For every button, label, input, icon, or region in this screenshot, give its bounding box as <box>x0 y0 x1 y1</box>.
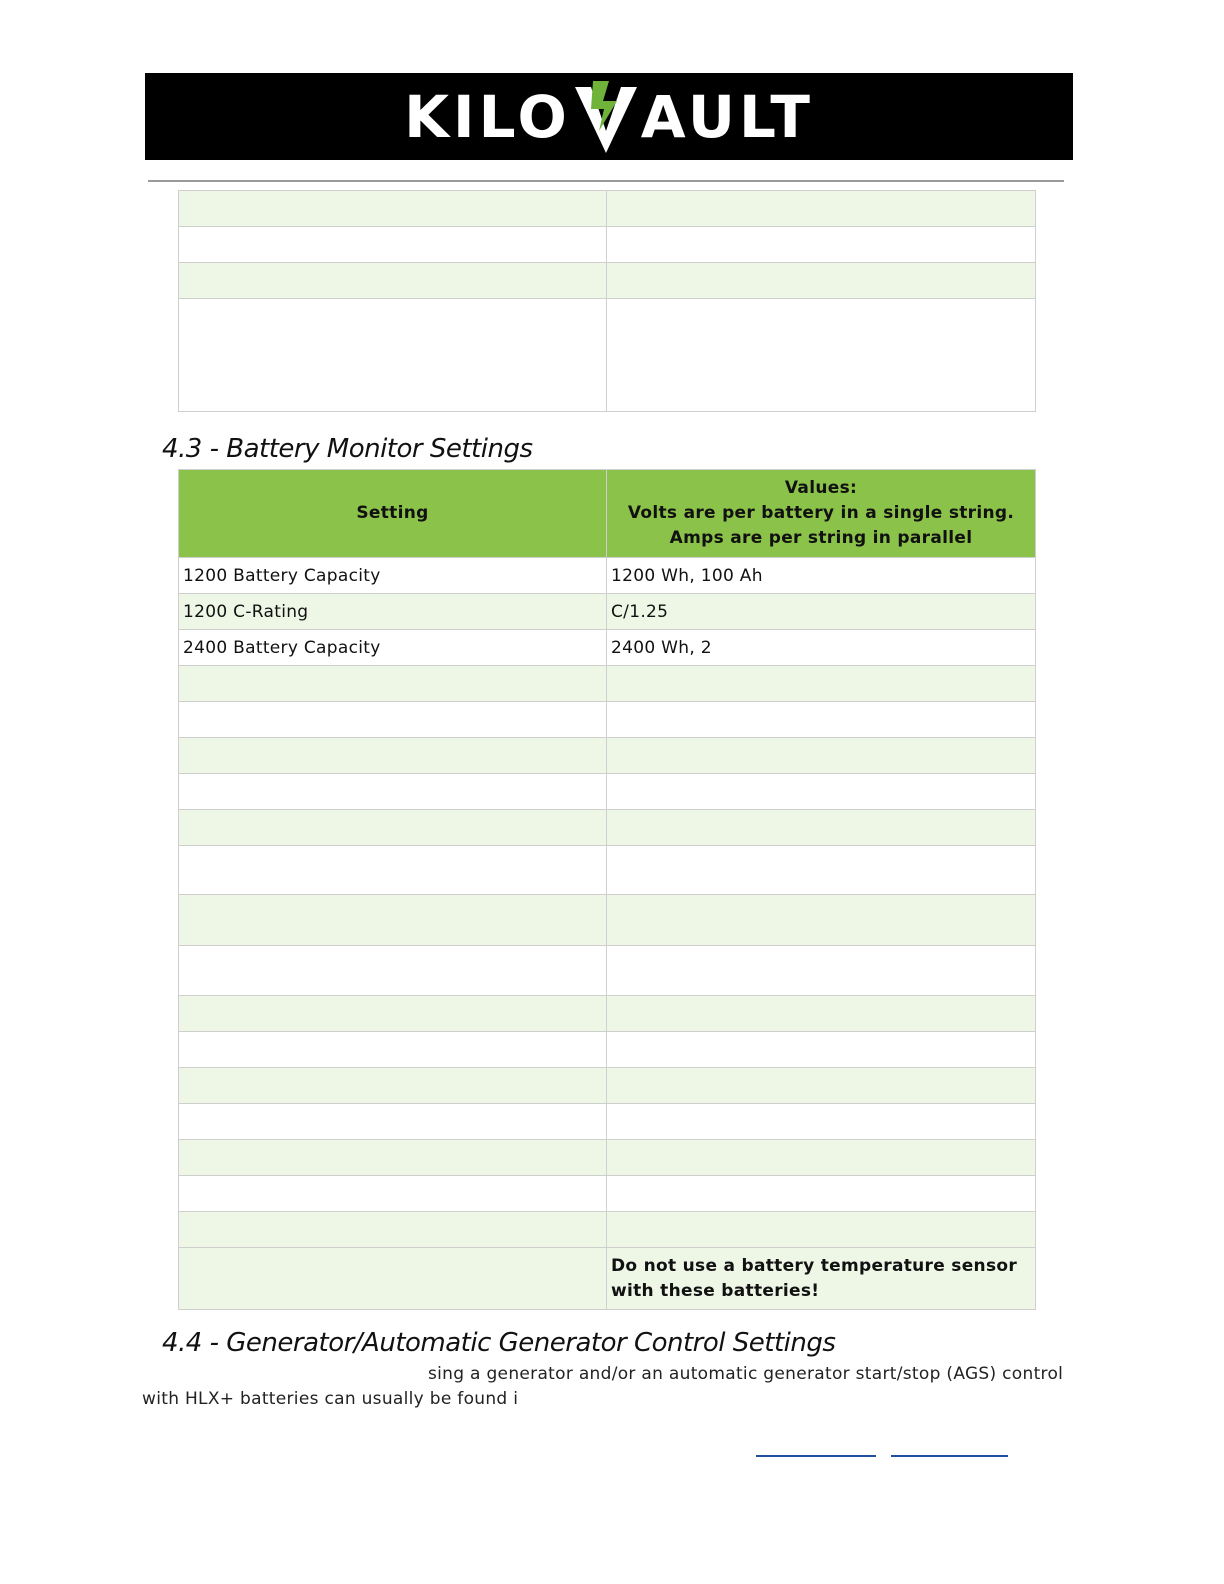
table-row <box>179 1140 1036 1176</box>
table-row <box>179 594 1036 630</box>
header-setting: Setting <box>179 470 607 558</box>
section-title-4-4: 4.4 - Generator/Automatic Generator Control Settings <box>162 1328 836 1358</box>
value-cell <box>607 1212 1036 1248</box>
table-row <box>179 630 1036 666</box>
table-row <box>179 558 1036 594</box>
value-cell: C/1.25 <box>607 594 1036 630</box>
warning-line: Do not use a battery temperature sensor <box>611 1255 1018 1276</box>
value-cell <box>607 1104 1036 1140</box>
table-row <box>179 1104 1036 1140</box>
temperature-sensor-warning <box>607 1248 1036 1310</box>
table-row <box>179 1176 1036 1212</box>
hyperlink-underline[interactable] <box>756 1455 876 1457</box>
kilovault-logo <box>404 79 814 155</box>
value-cell <box>607 666 1036 702</box>
table-row <box>179 227 1036 263</box>
table-cell <box>179 299 607 412</box>
setting-cell: 2400 Battery Capacity <box>179 630 607 666</box>
setting-cell <box>179 1212 607 1248</box>
table-row <box>179 895 1036 946</box>
value-cell <box>607 996 1036 1032</box>
table-cell <box>179 227 607 263</box>
setting-cell <box>179 895 607 946</box>
header-values <box>607 470 1036 558</box>
table-row <box>179 191 1036 227</box>
hyperlink-underline[interactable] <box>891 1455 1008 1457</box>
table-cell <box>179 263 607 299</box>
setting-cell <box>179 738 607 774</box>
section-title-4-3: 4.3 - Battery Monitor Settings <box>162 434 533 464</box>
top-table <box>178 190 1036 412</box>
setting-cell <box>179 774 607 810</box>
value-cell <box>607 1176 1036 1212</box>
setting-cell <box>179 1140 607 1176</box>
setting-cell <box>179 946 607 996</box>
paragraph-line: with HLX+ batteries can usually be found i <box>142 1389 519 1409</box>
header-values-line: Volts are per battery in a single string. <box>627 503 1015 523</box>
value-cell <box>607 702 1036 738</box>
value-cell <box>607 738 1036 774</box>
setting-cell <box>179 846 607 895</box>
table-header-row <box>179 470 1036 558</box>
setting-cell <box>179 1032 607 1068</box>
table-row <box>179 702 1036 738</box>
header-banner <box>145 73 1073 160</box>
setting-cell <box>179 996 607 1032</box>
table-row <box>179 1068 1036 1104</box>
table-cell <box>607 227 1036 263</box>
warning-line: with these batteries! <box>611 1280 820 1301</box>
table-row <box>179 666 1036 702</box>
setting-cell <box>179 666 607 702</box>
setting-cell <box>179 1068 607 1104</box>
table-cell <box>607 191 1036 227</box>
setting-cell <box>179 1104 607 1140</box>
value-cell <box>607 810 1036 846</box>
table-row <box>179 1212 1036 1248</box>
table-row <box>179 946 1036 996</box>
value-cell <box>607 1140 1036 1176</box>
table-cell <box>607 263 1036 299</box>
logo-text-right: AULT <box>640 82 814 151</box>
header-rule <box>148 180 1064 182</box>
value-cell <box>607 1068 1036 1104</box>
table-row <box>179 738 1036 774</box>
table-cell <box>179 191 607 227</box>
table-row <box>179 846 1036 895</box>
setting-cell <box>179 1176 607 1212</box>
table-cell <box>607 299 1036 412</box>
paragraph-line: sing a generator and/or an automatic generator start/stop (AGS) control <box>428 1364 1064 1384</box>
logo-text-left: KILO <box>404 82 571 151</box>
setting-cell <box>179 810 607 846</box>
battery-monitor-table <box>178 469 1036 1310</box>
table-row <box>179 299 1036 412</box>
value-cell <box>607 946 1036 996</box>
value-cell <box>607 774 1036 810</box>
table-row <box>179 1248 1036 1310</box>
table-row <box>179 996 1036 1032</box>
table-row <box>179 810 1036 846</box>
logo-v-lightning-icon <box>573 79 639 155</box>
value-cell <box>607 846 1036 895</box>
table-row <box>179 1032 1036 1068</box>
header-values-line: Amps are per string in parallel <box>669 528 973 548</box>
value-cell <box>607 1032 1036 1068</box>
table-row <box>179 774 1036 810</box>
setting-cell <box>179 1248 607 1310</box>
setting-cell: 1200 C-Rating <box>179 594 607 630</box>
value-cell <box>607 895 1036 946</box>
header-values-line: Values: <box>784 478 858 498</box>
table-row <box>179 263 1036 299</box>
setting-cell: 1200 Battery Capacity <box>179 558 607 594</box>
value-cell: 2400 Wh, 2 <box>607 630 1036 666</box>
value-cell: 1200 Wh, 100 Ah <box>607 558 1036 594</box>
setting-cell <box>179 702 607 738</box>
